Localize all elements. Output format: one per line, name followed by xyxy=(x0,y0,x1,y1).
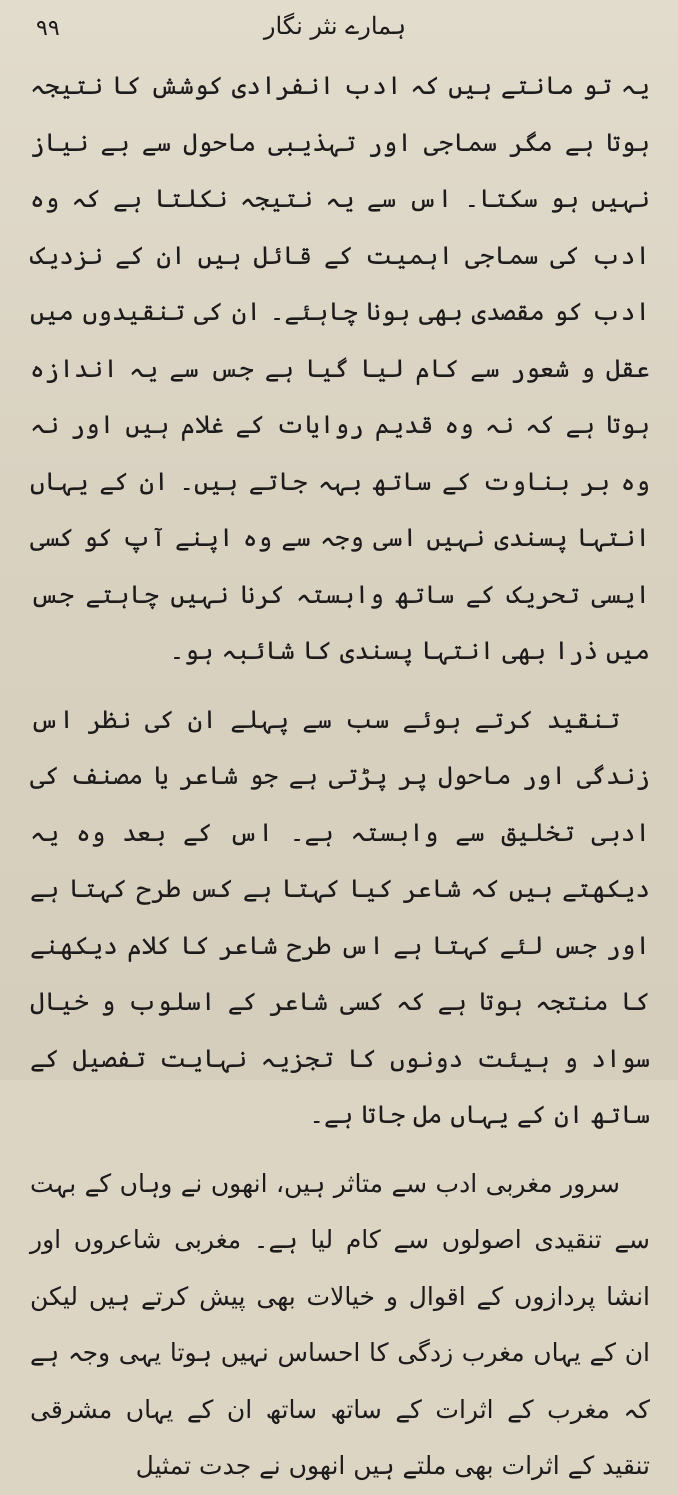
body-text xyxy=(30,58,650,1480)
page-number: ۹۹ xyxy=(36,16,60,41)
running-title: ہمارے نثر نگار xyxy=(263,12,407,40)
paragraph-1: یہ تو مانتے ہیں کہ ادب انفرادی کوشش کا نتیجہ ہوتا ہے مگر سماجی اور تہذیبی ماحول سے بے نیاز نہیں ہو سکتا۔ اس سے یہ نتیجہ نکلتا ہے کہ وہ ادب کی سماجی اہمیت کے قائل ہیں ان کے نزدیک ادب کو مقصدی بھی ہونا چاہئے۔ ان کی تنقیدوں میں عقل و شعور سے کام لیا گیا ہے جس سے یہ اندازہ ہوتا ہے کہ نہ وہ قدیم روایات کے غلام ہیں اور نہ وہ بر بناوت کے ساتھ بہہ جاتے ہیں۔ ان کے یہاں انتہا پسندی نہیں اسی وجہ سے وہ اپنے آپ کو کسی ایسی تحریک کے ساتھ وابستہ کرنا نہیں چاہتے جس میں ذرا بھی انتہا پسندی کا شائبہ ہو۔ xyxy=(30,71,650,665)
page-header xyxy=(0,10,678,54)
paragraph-gap xyxy=(30,1144,650,1156)
paragraph-2: تنقید کرتے ہوئے سب سے پہلے ان کی نظر اس زندگی اور ماحول پر پڑتی ہے جو شاعر یا مصنف کی ادبی تخلیق سے وابستہ ہے۔ اس کے بعد وہ یہ دیکھتے ہیں کہ شاعر کیا کہتا ہے کس طرح کہتا ہے اور جس لئے کہتا ہے اس طرح شاعر کا کلام دیکھنے کا منتجہ ہوتا ہے کہ کسی شاعر کے اسلوب و خیال سواد و ہیئت دونوں کا تجزیہ نہایت تفصیل کے ساتھ ان کے یہاں مل جاتا ہے۔ xyxy=(30,704,650,1129)
paragraph-3: سرور مغربی ادب سے متاثر ہیں، انھوں نے وہاں کے بہت سے تنقیدی اصولوں سے کام لیا ہے۔ مغربی شاعروں اور انشا پردازوں کے اقوال و خیالات بھی پیش کرتے ہیں لیکن ان کے یہاں مغرب زدگی کا احساس نہیں ہوتا یہی وجہ ہے کہ مغرب کے اثرات کے ساتھ ساتھ ان کے یہاں مشرقی تنقید کے اثرات بھی ملتے ہیں انھوں نے جدت تمثیل xyxy=(30,1168,650,1480)
paragraph-gap xyxy=(30,680,650,692)
